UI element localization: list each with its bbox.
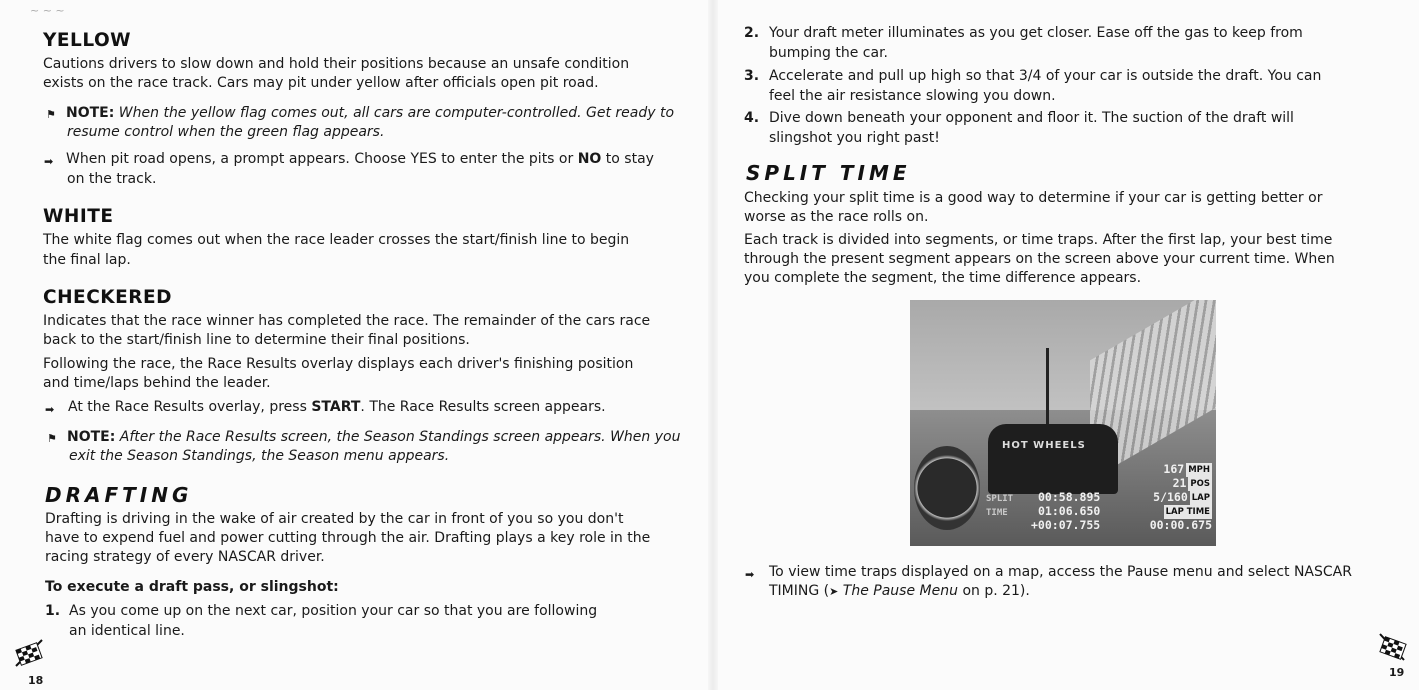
checkered-text-line1: Indicates that the race winner has completed the race. The remainder of the cars race	[43, 313, 651, 329]
pause-menu-reference: The Pause Menu	[842, 583, 958, 599]
step2-line1: Your draft meter illuminates as you get closer. Ease off the gas to keep from	[769, 25, 1303, 41]
no-keyword: NO	[577, 151, 602, 167]
split-value: 00:58.895	[1038, 490, 1101, 504]
lap-readout: 5/160 LAP	[1153, 490, 1210, 504]
white-heading: WHITE	[43, 206, 114, 227]
white-text-line1: The white flag comes out when the race leader crosses the start/finish line to begin	[43, 232, 630, 248]
yellow-text-line1: Cautions drivers to slow down and hold their positions because an unsafe condition	[43, 56, 630, 72]
lap-time-label: LAP TIME	[1165, 506, 1210, 517]
checkered-note-line2: exit the Season Standings, the Season menu appears.	[69, 448, 450, 464]
checkered-bullet-text: At the Race Results overlay, press	[68, 399, 307, 415]
checkered-note-line1: After the Race Results screen, the Season Standings screen appears. When you	[119, 429, 681, 445]
drafting-text-line2: have to expend fuel and power cutting through the air. Drafting plays a key role in the	[45, 530, 651, 546]
page-number: 19	[1389, 666, 1405, 679]
step-number: 4.	[744, 110, 760, 126]
checkered-bullet	[68, 398, 606, 418]
step-number: 3.	[744, 68, 760, 84]
arrow-bullet-icon: ➡	[44, 155, 54, 168]
split-time-p2-line3: you complete the segment, the time difference appears.	[744, 270, 1142, 286]
step4-line1: Dive down beneath your opponent and floor it. The suction of the draft will	[769, 110, 1294, 126]
yellow-note-line2: resume control when the green flag appears.	[67, 124, 385, 140]
yellow-bullet-text-end: to stay	[605, 151, 654, 167]
checkered-text-line3: Following the race, the Race Results overlay displays each driver's finishing position	[43, 356, 634, 372]
start-keyword: START	[311, 399, 361, 415]
yellow-note-line1: When the yellow flag comes out, all cars are computer-controlled. Get ready to	[118, 105, 675, 121]
time-label: TIME	[986, 508, 1008, 518]
yellow-bullet-text: When pit road opens, a prompt appears. Choose YES to enter the pits or	[66, 151, 574, 167]
timing-bullet-line1: To view time traps displayed on a map, access the Pause menu and select NASCAR	[769, 564, 1352, 580]
checkered-flag-icon	[12, 638, 48, 668]
page-number: 18	[28, 674, 44, 687]
step3-line1: Accelerate and pull up high so that 3/4 of your car is outside the draft. You can	[769, 68, 1322, 84]
step-number: 1.	[45, 603, 61, 619]
step1-line1: As you come up on the next car, position your car so that you are following	[69, 603, 598, 619]
split-label: SPLIT	[986, 494, 1014, 504]
car-sponsor-text: HOT WHEELS	[1002, 440, 1086, 451]
time-value: 01:06.650	[1038, 504, 1101, 518]
tachometer-gauge	[914, 446, 980, 530]
drafting-heading: DRAFTING	[45, 483, 193, 507]
step1-line2: an identical line.	[69, 623, 185, 639]
split-time-heading: SPLIT TIME	[746, 161, 911, 185]
position-readout: 21 POS	[1172, 476, 1210, 490]
step3-line2: feel the air resistance slowing you down.	[769, 88, 1056, 104]
drafting-subheading: To execute a draft pass, or slingshot:	[45, 579, 339, 595]
checkered-flag-icon	[1374, 632, 1410, 662]
timing-bullet-line2: TIMING (➤ The Pause Menu on p. 21).	[769, 583, 1030, 599]
split-time-p2-line1: Each track is divided into segments, or time traps. After the first lap, your best time	[744, 232, 1333, 248]
right-page	[712, 0, 1419, 690]
checkered-text-line4: and time/laps behind the leader.	[43, 375, 271, 391]
checkered-bullet-text-end: . The Race Results screen appears.	[360, 399, 606, 415]
arrow-bullet-icon: ➡	[45, 403, 55, 416]
pen-scribble: ~ ~ ~	[30, 4, 65, 17]
screenshot-car	[988, 424, 1118, 494]
step-number: 2.	[744, 25, 760, 41]
checkered-note	[67, 428, 680, 448]
lap-time-value: 00:00.675	[1149, 518, 1212, 532]
arrow-ref-icon: ➤	[829, 585, 839, 598]
drafting-text-line1: Drafting is driving in the wake of air created by the car in front of you so you don't	[45, 511, 624, 527]
yellow-heading: YELLOW	[43, 30, 132, 51]
white-text-line2: the final lap.	[43, 252, 131, 268]
split-time-p2-line2: through the present segment appears on the screen above your current time. When	[744, 251, 1335, 267]
drafting-text-line3: racing strategy of every NASCAR driver.	[45, 549, 325, 565]
flag-icon: ⚑	[47, 432, 57, 445]
yellow-text-line2: exists on the race track. Cars may pit under yellow after officials open pit road.	[43, 75, 599, 91]
step2-line2: bumping the car.	[769, 45, 889, 61]
note-label: NOTE:	[67, 429, 116, 445]
game-screenshot	[910, 300, 1216, 546]
diff-value: +00:07.755	[1031, 518, 1101, 532]
step4-line2: slingshot you right past!	[769, 130, 940, 146]
checkered-text-line2: back to the start/finish line to determine their final positions.	[43, 332, 470, 348]
note-label: NOTE:	[66, 105, 115, 121]
yellow-bullet	[66, 150, 654, 170]
speed-readout: 167 MPH	[1163, 462, 1210, 476]
yellow-note	[66, 104, 674, 124]
checkered-heading: CHECKERED	[43, 287, 172, 308]
arrow-bullet-icon: ➡	[745, 568, 755, 581]
yellow-bullet-line2: on the track.	[67, 171, 157, 187]
split-time-p1-line2: worse as the race rolls on.	[744, 209, 929, 225]
split-time-p1-line1: Checking your split time is a good way to determine if your car is getting better or	[744, 190, 1323, 206]
flag-icon: ⚑	[46, 108, 56, 121]
screenshot-antenna	[1046, 348, 1049, 428]
